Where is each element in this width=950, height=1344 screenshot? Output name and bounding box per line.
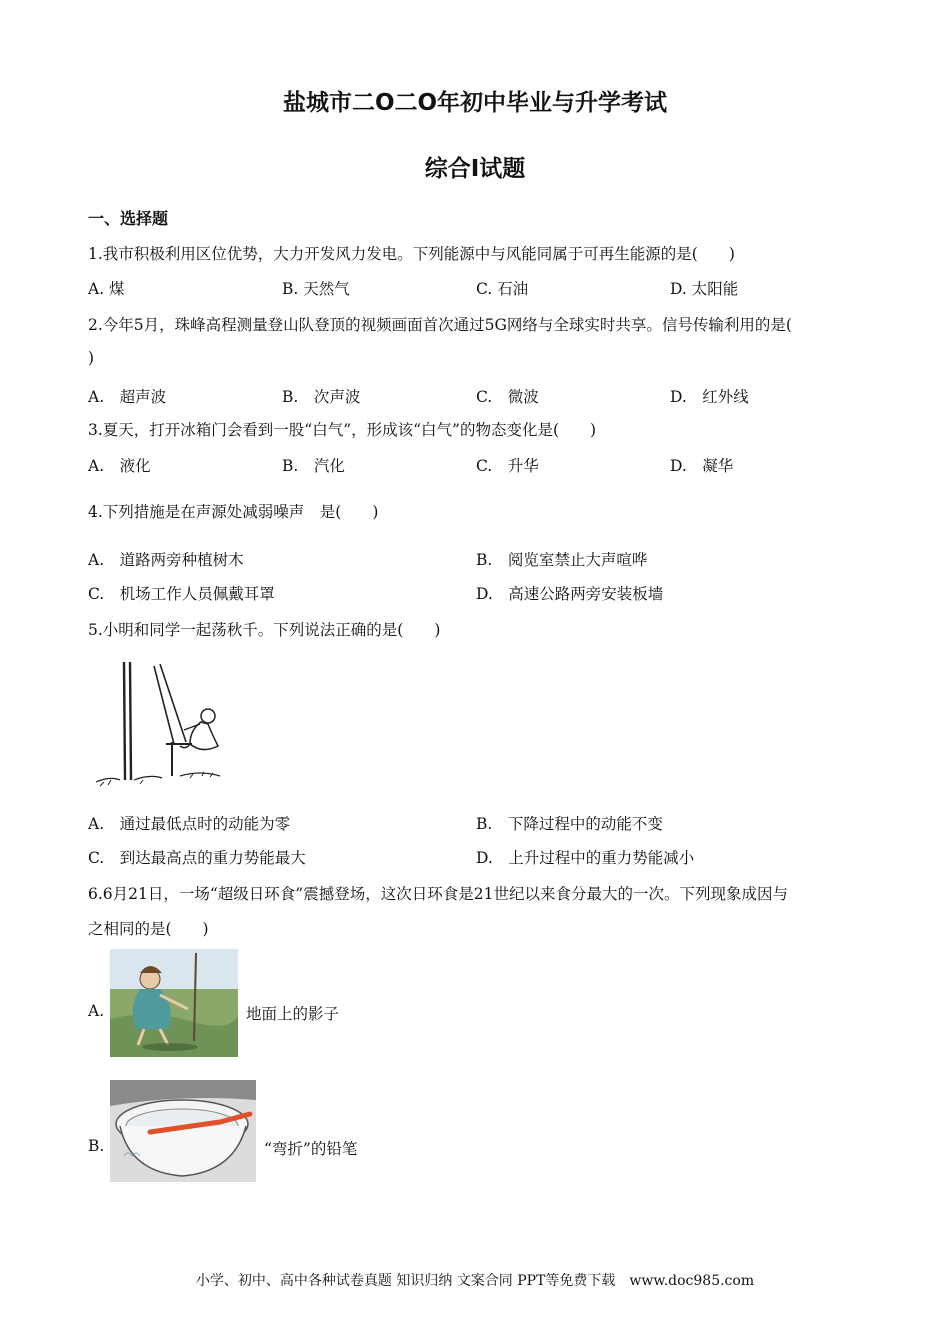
question-1-option-c: C. 石油: [476, 280, 529, 298]
question-3-option-a: A. 液化: [88, 457, 151, 475]
question-5-option-d: D. 上升过程中的重力势能减小: [476, 849, 695, 867]
question-2-option-a: A. 超声波: [88, 388, 167, 406]
bent-pencil-photo: [110, 1080, 256, 1182]
question-5-stem: 5.小明和同学一起荡秋千。下列说法正确的是( ): [88, 621, 441, 639]
question-3-stem: 3.夏天，打开冰箱门会看到一股“白气”，形成该“白气”的物态变化是( ): [88, 421, 597, 439]
question-2-option-d: D. 红外线: [670, 388, 749, 406]
question-4-stem: 4.下列措施是在声源处减弱噪声 是( ): [88, 503, 379, 521]
page-footer: 小学、初中、高中各种试卷真题 知识归纳 文案合同 PPT等免费下载 www.doc985.com: [195, 1273, 755, 1289]
question-6-option-a-text: 地面上的影子: [246, 1005, 340, 1023]
question-5-option-b: B. 下降过程中的动能不变: [476, 815, 663, 833]
question-6-option-a-letter: A.: [88, 1002, 105, 1020]
question-1-stem: 1.我市积极利用区位优势，大力开发风力发电。下列能源中与风能同属于可再生能源的是( ): [88, 245, 735, 263]
question-6-stem-line2: 之相同的是( ): [88, 920, 209, 938]
page-subtitle: 综合Ⅰ试题: [424, 156, 526, 182]
question-1-option-a: A. 煤: [88, 280, 125, 298]
question-3-option-c: C. 升华: [476, 457, 539, 475]
question-4-option-c: C. 机场工作人员佩戴耳罩: [88, 585, 275, 603]
question-5-option-c: C. 到达最高点的重力势能最大: [88, 849, 306, 867]
question-1-option-b: B. 天然气: [282, 280, 350, 298]
question-4-option-a: A. 道路两旁种植树木: [88, 551, 244, 569]
question-4-option-d: D. 高速公路两旁安装板墙: [476, 585, 664, 603]
question-3-option-d: D. 凝华: [670, 457, 734, 475]
question-3-option-b: B. 汽化: [282, 457, 345, 475]
question-5-option-a: A. 通过最低点时的动能为零: [88, 815, 291, 833]
question-6-option-b-text: “弯折”的铅笔: [264, 1140, 358, 1158]
question-2-stem-line1: 2.今年5月，珠峰高程测量登山队登顶的视频画面首次通过5G网络与全球实时共享。信号传输利用的是(: [88, 316, 792, 334]
question-6-option-b-letter: B.: [88, 1137, 105, 1155]
question-2-option-c: C. 微波: [476, 388, 539, 406]
question-2-stem-line2: ): [88, 349, 95, 367]
question-4-option-b: B. 阅览室禁止大声喧哗: [476, 551, 648, 569]
section-heading: 一、选择题: [88, 209, 169, 228]
shadow-photo: [110, 949, 238, 1057]
swing-illustration: [90, 658, 230, 790]
question-2-option-b: B. 次声波: [282, 388, 361, 406]
question-1-option-d: D. 太阳能: [670, 280, 739, 298]
question-6-stem-line1: 6.6月21日，一场“超级日环食”震撼登场，这次日环食是21世纪以来食分最大的一次。下列现象成因与: [88, 885, 788, 903]
page-title: 盐城市二O二O年初中毕业与升学考试: [282, 90, 668, 116]
